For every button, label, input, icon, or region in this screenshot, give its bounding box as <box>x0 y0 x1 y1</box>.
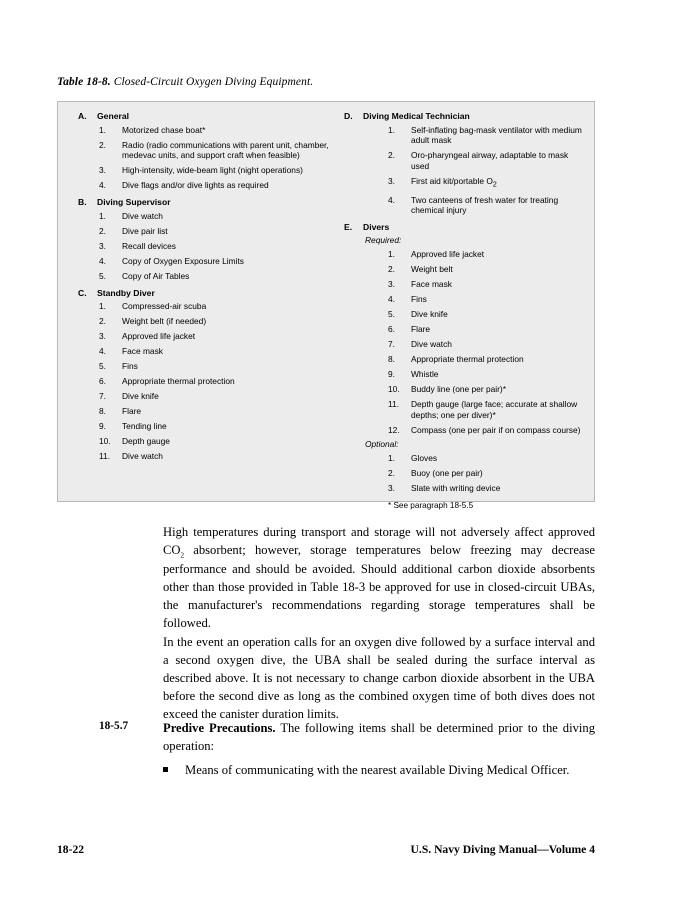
list-item <box>336 294 588 309</box>
group-letter: A. <box>78 111 87 121</box>
item-number: 5. <box>99 361 106 372</box>
item-number: 9. <box>99 421 106 432</box>
item-number: 7. <box>99 391 106 402</box>
item-text: Fins <box>122 361 138 372</box>
item-text: Approved life jacket <box>411 249 485 260</box>
list-item <box>70 331 332 346</box>
list-item <box>70 301 332 316</box>
bullet-text: Means of communicating with the nearest available Diving Medical Officer. <box>185 763 570 777</box>
list-item <box>70 376 332 391</box>
item-number: 4. <box>99 346 106 357</box>
item-text: First aid kit/portable $O_2$ <box>411 175 497 189</box>
list-item <box>336 399 588 425</box>
item-text: Appropriate thermal protection <box>411 354 524 365</box>
item-number: 11. <box>99 451 111 462</box>
group-title: Diving Medical Technician <box>363 111 470 121</box>
paragraph-1-part-a: High temperatures during transport and storage will not adversely affect approved CO <box>163 525 595 557</box>
list-item <box>70 316 332 331</box>
item-number: 3. <box>99 165 106 176</box>
optional-label: Optional: <box>365 438 399 449</box>
list-item <box>336 453 588 468</box>
item-text: Dive watch <box>122 451 163 462</box>
item-text: Dive knife <box>411 309 448 320</box>
footer-document-title: U.S. Navy Diving Manual—Volume 4 <box>410 843 595 856</box>
table-group-diving-medical-technician <box>336 110 588 220</box>
table-group-divers <box>336 221 588 498</box>
item-number: 2. <box>99 225 106 236</box>
list-item <box>336 279 588 294</box>
list-item <box>70 406 332 421</box>
list-item <box>70 256 332 271</box>
item-text: Two canteens of fresh water for treating chemical injury <box>411 194 559 216</box>
item-number: 8. <box>99 406 106 417</box>
paragraph-1-part-b: absorbent; however, storage temperatures below freezing may decrease performance and should be avoided. Should additional carbon dioxide absorbents other than those provided in Table 18-3 be approved for use in closed-circuit UBAs, the manufacturer's recommendations regarding storage temperatures shall be followed. <box>163 542 595 630</box>
list-item <box>70 421 332 436</box>
group-heading <box>70 110 332 125</box>
item-text: Buddy line (one per pair)* <box>411 384 506 395</box>
list-item <box>336 369 588 384</box>
item-number: 3. <box>99 331 106 342</box>
item-text: Whistle <box>411 369 439 380</box>
item-number: 4. <box>99 180 106 191</box>
group-heading <box>70 287 332 302</box>
list-item <box>336 354 588 369</box>
list-item <box>70 140 332 166</box>
item-number: 5. <box>388 309 395 320</box>
item-text: Dive watch <box>411 339 452 350</box>
list-item <box>336 425 588 440</box>
section-heading: Predive Precautions. <box>163 721 276 735</box>
item-text: Gloves <box>411 452 438 463</box>
paragraph-1-subscript: 2 <box>180 551 184 560</box>
group-letter: C. <box>78 287 87 298</box>
list-item <box>336 264 588 279</box>
item-number: 3. <box>388 482 395 493</box>
group-heading <box>70 196 332 211</box>
list-item <box>70 241 332 256</box>
item-text: Weight belt <box>411 264 453 275</box>
item-text: Weight belt (if needed) <box>122 316 207 327</box>
table-group-standby-diver <box>70 287 332 467</box>
list-item <box>70 165 332 180</box>
list-item <box>336 339 588 354</box>
list-item <box>336 176 588 195</box>
section-number: 18-5.7 <box>99 720 129 732</box>
item-text: High-intensity, wide-beam light (night operations) <box>122 165 303 176</box>
body-paragraph-3 <box>163 720 595 756</box>
item-text: Compass (one per pair if on compass course) <box>411 424 581 435</box>
item-text: Compressed-air scuba <box>122 301 207 312</box>
group-title: Standby Diver <box>97 287 155 298</box>
bullet-item-1 <box>163 762 595 780</box>
list-item <box>70 451 332 466</box>
item-number: 2. <box>388 264 395 275</box>
table-caption-text: Closed-Circuit Oxygen Diving Equipment. <box>113 76 314 88</box>
body-paragraph-1 <box>163 524 595 633</box>
item-number: 12. <box>388 424 400 435</box>
item-text: Depth gauge (large face; accurate at shallow depths; one per diver)* <box>411 399 578 420</box>
item-number: 3. <box>388 175 395 186</box>
item-text: Motorized chase boat* <box>122 124 206 135</box>
item-number: 4. <box>388 194 395 205</box>
list-item <box>336 324 588 339</box>
list-item <box>336 468 588 483</box>
item-number: 3. <box>388 279 395 290</box>
list-item <box>70 391 332 406</box>
list-item <box>336 125 588 151</box>
equipment-table <box>57 101 595 510</box>
table-caption-number: Table 18-8. <box>57 76 111 88</box>
group-title: Divers <box>363 222 390 233</box>
group-letter: E. <box>344 222 353 233</box>
table-group-diving-supervisor <box>70 196 332 286</box>
item-text: Dive flags and/or dive lights as required <box>122 180 269 191</box>
item-number: 4. <box>388 294 395 305</box>
item-number: 6. <box>388 324 395 335</box>
item-text: Face mask <box>411 279 452 290</box>
item-number: 2. <box>388 467 395 478</box>
item-number: 7. <box>388 339 395 350</box>
list-item <box>336 249 588 264</box>
item-number: 1. <box>388 124 395 135</box>
item-number: 3. <box>99 240 106 251</box>
item-text: Fins <box>411 294 427 305</box>
list-item <box>336 195 588 221</box>
item-number: 8. <box>388 354 395 365</box>
section-text: The following items shall be determined prior to the diving operation: <box>163 721 595 753</box>
item-text: Appropriate thermal protection <box>122 376 235 387</box>
list-item <box>70 226 332 241</box>
list-item <box>336 150 588 176</box>
item-text: Dive pair list <box>122 225 168 236</box>
item-text: Face mask <box>122 346 163 357</box>
item-number: 10. <box>99 436 111 447</box>
list-item <box>70 180 332 195</box>
group-title: General <box>97 111 130 121</box>
list-item <box>336 483 588 498</box>
group-heading <box>336 110 588 125</box>
item-number: 1. <box>99 301 106 312</box>
item-text: Tending line <box>122 421 167 432</box>
item-text: Dive knife <box>122 391 159 402</box>
group-title: Diving Supervisor <box>97 197 171 208</box>
item-number: 1. <box>99 210 106 221</box>
item-text: Depth gauge <box>122 436 170 447</box>
list-item <box>70 436 332 451</box>
item-number: 9. <box>388 369 395 380</box>
item-number: 1. <box>388 452 395 463</box>
list-item <box>70 361 332 376</box>
list-item <box>70 125 332 140</box>
table-group-general <box>70 110 332 195</box>
list-item <box>336 309 588 324</box>
item-number: 6. <box>99 376 106 387</box>
item-number: 4. <box>99 255 106 266</box>
item-text: Flare <box>122 406 142 417</box>
item-number: 2. <box>99 316 106 327</box>
group-heading <box>336 221 588 236</box>
list-item <box>70 271 332 286</box>
table-column-left <box>70 110 332 467</box>
list-item <box>70 346 332 361</box>
square-bullet-icon <box>163 767 168 772</box>
item-number: 2. <box>388 150 395 161</box>
item-number: 5. <box>99 270 106 281</box>
item-text: Slate with writing device <box>411 482 501 493</box>
item-number: 1. <box>388 249 395 260</box>
table-column-right <box>336 110 588 510</box>
item-text: Radio (radio communications with parent unit, chamber, medevac units, and support craft when feasible) <box>122 139 329 161</box>
item-text: Copy of Oxygen Exposure Limits <box>122 255 244 266</box>
body-paragraph-2: In the event an operation calls for an oxygen dive followed by a surface interval and a second oxygen dive, the UBA shall be sealed during the surface interval as described above. It is not necessary to change carbon dioxide absorbent in the UBA before the second dive as long as the combined oxygen time of both dives does not exceed the canister duration limits. <box>163 635 595 721</box>
item-text: Copy of Air Tables <box>122 270 190 281</box>
table-caption <box>57 76 313 88</box>
list-item <box>336 384 588 399</box>
item-text: Buoy (one per pair) <box>411 467 483 478</box>
item-number: 2. <box>99 139 106 150</box>
item-text: Dive watch <box>122 210 163 221</box>
item-number: 1. <box>99 124 106 135</box>
list-item <box>70 211 332 226</box>
group-letter: D. <box>344 111 353 121</box>
group-letter: B. <box>78 197 87 208</box>
item-number: 11. <box>388 399 400 410</box>
item-text: Oro-pharyngeal airway, adaptable to mask used <box>411 150 569 171</box>
item-text: Recall devices <box>122 240 176 251</box>
item-text: Approved life jacket <box>122 331 196 342</box>
required-label: Required: <box>365 234 402 245</box>
item-text: Flare <box>411 324 431 335</box>
item-text: Self-inflating bag-mask ventilator with medium adult mask <box>411 124 582 146</box>
table-footnote: * See paragraph 18-5.5 <box>388 500 474 510</box>
footer-page-number: 18-22 <box>57 843 85 856</box>
item-number: 10. <box>388 384 400 395</box>
